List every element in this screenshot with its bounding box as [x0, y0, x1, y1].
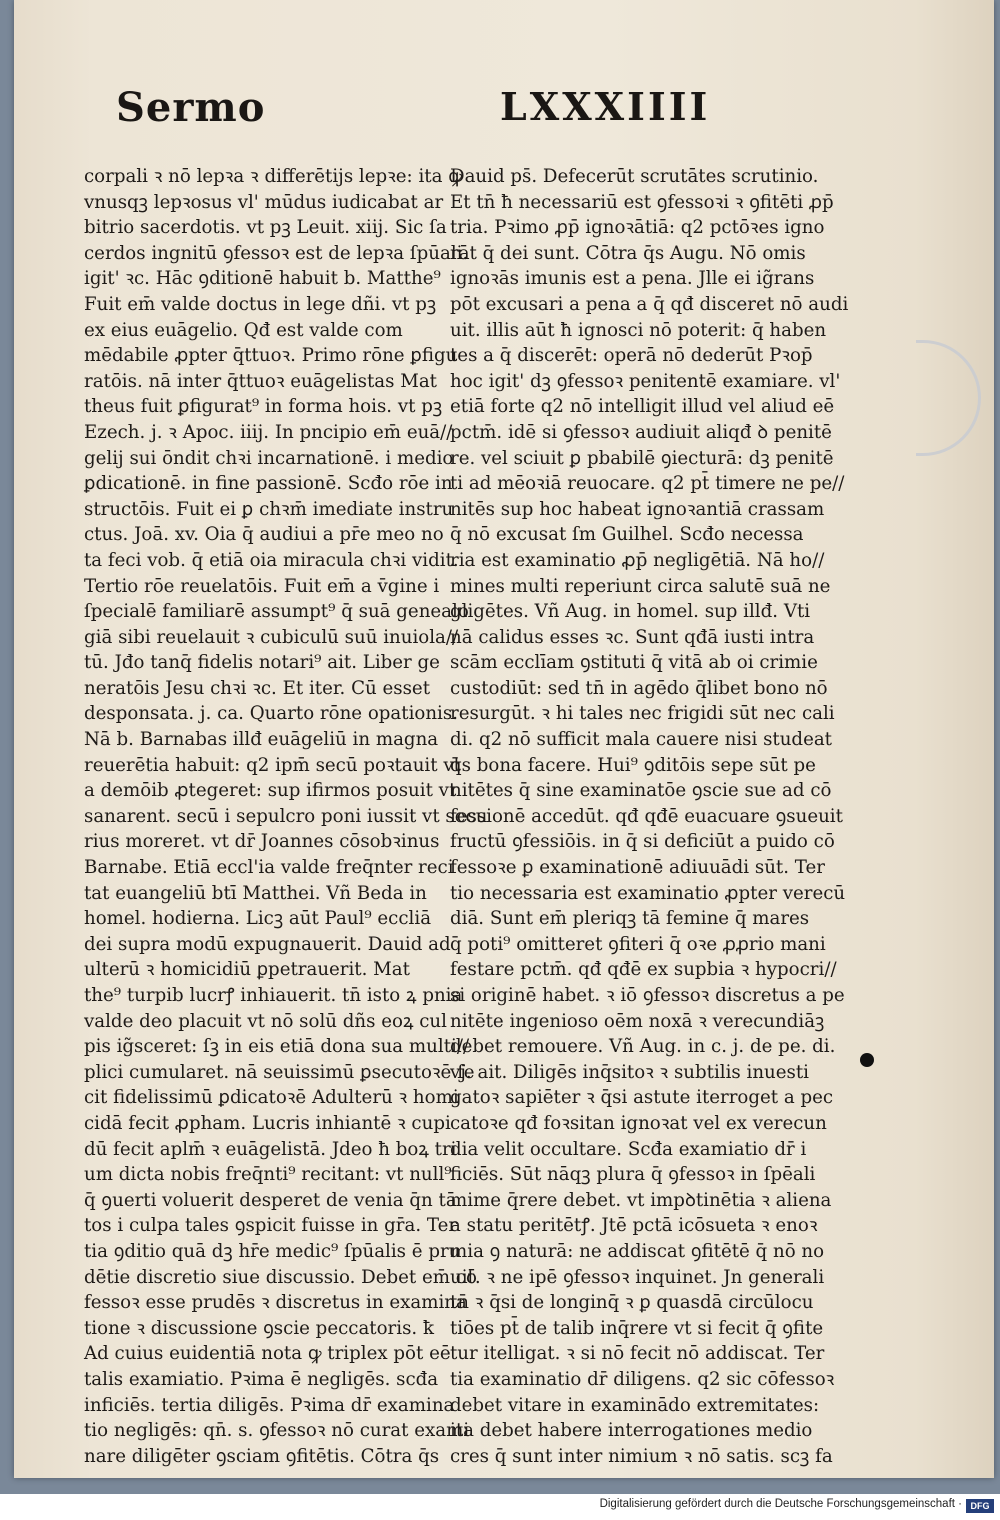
funding-credit: Digitalisierung gefördert durch die Deutsche Forschungsgemeinschaft · — [599, 1498, 962, 1510]
text-line: cerdos ingnitū ꝯfessoꝛ est de lepꝛa ſpūali. — [84, 242, 469, 264]
text-line: ſpecialē familiarē assumpt⁹ q̄ suā genealo — [84, 601, 469, 623]
text-line: plici cumularet. nā seuissimū ꝑsecutoꝛē fe — [84, 1061, 475, 1083]
text-line: igit' ꝛc. Hāc ꝯditionē habuit b. Matthe⁹ — [84, 268, 441, 290]
text-line: sanarent. secū i sepulcro poni iussit vt secu — [84, 805, 488, 827]
text-line: Ad cuius euidentiā nota ꝙ triplex pōt eē — [84, 1343, 451, 1365]
dfg-logo: DFG — [966, 1499, 994, 1513]
text-line: uit. ꝛ ne ipē ꝯfessoꝛ inquinet. Jn generali — [450, 1266, 825, 1288]
text-line: tione ꝛ discussione ꝯscie peccatoris. ꝁ — [84, 1317, 435, 1339]
text-line: ulterū ꝛ homicidiū ꝑpetrauerit. Mat — [84, 959, 410, 981]
text-line: nitēte ingenioso oēm noxā ꝛ verecundiāꝫ — [450, 1010, 825, 1032]
text-line: tes a q̄ discerēt: operā nō dederūt Pꝛop̄ — [450, 345, 813, 367]
text-line: giā sibi reuelauit ꝛ cubiculū suū inuiola// — [84, 626, 459, 648]
text-line: ficiēs. Sūt nāqꝫ plura q̄ ꝯfessoꝛ in ſpēali — [450, 1164, 816, 1186]
text-line: vnusqꝫ lepꝛosus vl' mūdus iudicabat ar — [84, 191, 444, 213]
text-line: rāt q̄ dei sunt. Cōtra q̄s Augu. Nō omis — [450, 242, 806, 264]
text-line: di. q2 nō sufficit mala cauere nisi studeat — [450, 729, 832, 751]
text-line: ignoꝛās imunis est a pena. Jlle ei ig̃rans — [450, 268, 815, 290]
text-line: tos i culpa tales ꝯspicit fuisse in gr̄a. Ter — [84, 1215, 458, 1237]
text-line: a demōib ꝓtegeret: sup ifirmos posuit vt — [84, 780, 457, 802]
text-line: ria est examinatio ꝓp̄ negligētiā. Nā ho// — [450, 549, 825, 571]
text-line: talis examiatio. Pꝛima ē negligēs. scđa — [84, 1368, 439, 1390]
text-line: Dauid ps̄. Defecerūt scrutātes scrutinio. — [450, 166, 819, 187]
text-line: tio negligēs: qn̄. s. ꝯfessoꝛ nō curat exami — [84, 1420, 470, 1442]
text-line: Barnabe. Etiā eccl'ia valde freq̄nter reci — [84, 857, 454, 879]
text-line: fessoꝛe ꝑ examinationē adiuuādi sūt. Ter — [450, 857, 825, 879]
text-line: custodiūt: sed tn̄ in agēdo q̄libet bono nō — [450, 677, 828, 699]
text-line: tat euangeliū btī Matthei. Vñ Beda in — [84, 882, 427, 904]
text-line: dei supra modū expugnauerit. Dauid ad — [84, 933, 451, 955]
text-line: ita debet habere interrogationes medio — [450, 1420, 813, 1442]
right-text-column — [450, 164, 849, 1469]
text-line: vj. ait. Diligēs inq̄sitoꝛ ꝛ subtilis inuesti — [450, 1061, 809, 1083]
text-line: uit. illis aūt ħ ignosci nō poterit: q̄ haben — [450, 319, 827, 341]
text-line: catoꝛe qđ foꝛsitan ignoꝛat vel ex verecun — [450, 1112, 827, 1134]
text-line: tia ꝯditio quā dꝫ hr̄e medic⁹ ſpūalis ē pru — [84, 1240, 461, 1262]
text-line: valde deo placuit vt nō solū dñs eoꝝ cul — [84, 1010, 447, 1032]
text-line: etiā forte q2 nō intelligit illud vel aliud eē — [450, 396, 835, 418]
text-line: fessionē accedūt. qđ qđē euacuare ꝯsueuit — [450, 805, 843, 827]
text-line: dētie discretio siue discussio. Debet em̄ cō — [84, 1266, 477, 1288]
text-line: inficiēs. tertia diligēs. Pꝛima dr̄ examina — [84, 1394, 455, 1416]
text-line: mines multi reperiunt circa salutē suā ne — [450, 575, 831, 597]
text-line: rius moreret. vt dr̄ Joannes cōsobꝛinus — [84, 831, 440, 853]
text-line: pōt excusari a pena a q̄ qđ disceret nō audi — [450, 293, 849, 315]
text-line: fructū ꝯfessiōis. in q̄ si deficiūt a puido cō — [450, 831, 835, 853]
text-line: cidā fecit ꝓpham. Lucris inhiantē ꝛ cupi — [84, 1112, 451, 1134]
text-line: theus fuit ꝑfigurat⁹ in forma hois. vt pꝫ — [84, 396, 443, 418]
text-line: ta feci vob. q̄ etiā oia miracula chꝛi vidit. — [84, 549, 459, 571]
text-line: tia examinatio dr̄ diligens. q2 sic cōfessoꝛ — [450, 1368, 835, 1390]
text-line: gatoꝛ sapiēter ꝛ q̄si astute iterroget a pec — [450, 1087, 834, 1109]
text-line: q̄ ꝯuerti voluerit desperet de venia q̄n tā — [84, 1189, 457, 1211]
digitization-footer — [0, 1494, 1000, 1520]
text-line: tria. Pꝛimo ꝓp̄ ignoꝛātiā: q2 pctōꝛes igno — [450, 217, 825, 239]
text-line: q̄ poti⁹ omitteret ꝯfiteri q̄ oꝛe ꝓꝓrio mani — [450, 933, 826, 955]
text-line: a statu peritētꝭ. Jtē pctā icōsueta ꝛ enoꝛ — [450, 1215, 818, 1237]
text-line: mime q̄rere debet. vt impꝺtinētia ꝛ aliena — [450, 1189, 832, 1211]
text-line: reuerētia habuit: q2 ipm̄ secū poꝛtauit vt — [84, 754, 461, 776]
text-line: ꝑdicationē. in fine passionē. Scđo rōe in — [84, 473, 453, 495]
text-line: nā calidus esses ꝛc. Sunt qđā iusti intra — [450, 626, 815, 648]
text-line: ex eius euāgelio. Qđ est valde com — [84, 319, 403, 341]
text-line: desponsata. j. ca. Quarto rōne opationis. — [84, 703, 458, 725]
text-line: ratōis. nā inter q̄ttuoꝛ euāgelistas Mat — [84, 370, 437, 392]
text-line: nitētes q̄ sine examinatōe ꝯscie sue ad cō — [450, 780, 832, 802]
text-line: tio necessaria est examinatio ꝓpter verecū — [450, 882, 846, 904]
text-line: gligētes. Vñ Aug. in homel. sup illđ. Vti — [450, 601, 811, 623]
text-line: diā. Sunt em̄ pleriqꝫ tā femine q̄ mares — [450, 908, 810, 930]
text-line: fessoꝛ esse prudēs ꝛ discretus in examina — [84, 1292, 467, 1314]
text-line: pis ig̃sceret: ſꝫ in eis etiā dona sua multi// — [84, 1036, 470, 1058]
text-line: tur itelligat. ꝛ si nō fecit nō addiscat. Ter — [450, 1343, 825, 1365]
left-text-column — [84, 164, 488, 1469]
text-line: homel. hodierna. Licꝫ aūt Paul⁹ eccliā — [84, 908, 432, 930]
text-line: Fuit em̄ valde doctus in lege dñi. vt pꝫ — [84, 293, 437, 315]
text-line: debet remouere. Vñ Aug. in c. j. de pe. di. — [450, 1036, 836, 1058]
text-line: nare diligēter ꝯsciam ꝯfitētis. Cōtra q̄s — [84, 1445, 440, 1467]
text-line: pctm̄. idē si ꝯfessoꝛ audiuit aliqđ ꝺ penitē — [450, 421, 832, 443]
text-line: tn̄ ꝛ q̄si de longinq̄ ꝛ ꝑ quasdā circūlocu — [450, 1292, 814, 1314]
text-line: cit fidelissimū ꝑdicatoꝛē Adulterū ꝛ homi — [84, 1087, 459, 1109]
text-line: hoc igit' dꝫ ꝯfessoꝛ penitentē examiare. vl' — [450, 370, 841, 392]
text-line: Et tn̄ ħ necessariū est ꝯfessoꝛi ꝛ ꝯfitēti ꝓp̄ — [450, 191, 834, 213]
text-line: structōis. Fuit ei ꝑ chꝛm̄ imediate instru — [84, 498, 454, 520]
text-line: bitrio sacerdotis. vt pꝫ Leuit. xiij. Sic ſa — [84, 217, 447, 239]
text-line: q̄s bona facere. Hui⁹ ꝯditōis sepe sūt pe — [450, 754, 816, 776]
text-line: scām ecclīam ꝯstituti q̄ vitā ab oi crimie — [450, 652, 818, 674]
text-line: tū. Jđo tanq̄ fidelis notari⁹ ait. Liber ge — [84, 652, 440, 674]
text-line: re. vel sciuit ꝑ pbabilē ꝯiecturā: dꝫ penitē — [450, 447, 834, 469]
text-line: ctus. Joā. xv. Oia q̄ audiui a pr̄e meo no — [84, 524, 444, 546]
text-line: Ezech. j. ꝛ Apoc. iiij. In pncipio em̄ euā// — [84, 421, 453, 443]
ink-blot — [860, 1053, 874, 1067]
text-line: resurgūt. ꝛ hi tales nec frigidi sūt nec cali — [450, 703, 835, 725]
text-line: dū fecit aplm̄ ꝛ euāgelistā. Jdeo ħ boꝝ tri — [84, 1138, 457, 1160]
text-line: corpali ꝛ nō lepꝛa ꝛ differētijs lepꝛe: ita ꝙ — [84, 166, 462, 187]
text-line: the⁹ turpib lucrꝭ inhiauerit. tn̄ isto ꝝ pnia — [84, 985, 463, 1006]
text-line: q̄ nō excusat ſm Guilhel. Scđo necessa — [450, 524, 804, 546]
text-line: festare pctm̄. qđ qđē ex supbia ꝛ hypocri// — [450, 959, 837, 981]
text-line: Nā b. Barnabas illđ euāgeliū in magna — [84, 729, 439, 751]
running-header-left: Sermo — [116, 84, 266, 131]
text-line: debet vitare in examinādo extremitates: — [450, 1394, 820, 1416]
text-line: mia ꝯ naturā: ne addiscat ꝯfitētē q̄ nō no — [450, 1240, 825, 1262]
text-line: ti ad mēoꝛiā reuocare. q2 pt̄ timere ne pe// — [450, 473, 845, 495]
folio-number: LXXXIIII — [500, 84, 711, 129]
text-line: dia velit occultare. Scđa examiatio dr̄ i — [450, 1138, 807, 1160]
text-line: nitēs sup hoc habeat ignoꝛantiā crassam — [450, 498, 825, 520]
text-line: cres q̄ sunt inter nimium ꝛ nō satis. scꝫ fa — [450, 1445, 833, 1467]
text-line: mēdabile ꝓpter q̄ttuoꝛ. Primo rōne ꝑfigu — [84, 345, 458, 367]
text-line: tiōes pt̄ de talib inq̄rere vt si fecit q̄ ꝯfite — [450, 1317, 824, 1339]
text-line: Tertio rōe reuelatōis. Fuit em̄ a v̄gine i — [84, 575, 440, 597]
text-line: si originē habet. ꝛ iō ꝯfessoꝛ discretus a pe — [450, 985, 845, 1006]
text-line: neratōis Jesu chꝛi ꝛc. Et iter. Cū esset — [84, 677, 431, 699]
text-line: um dicta nobis freq̄nti⁹ recitant: vt null⁹ — [84, 1164, 452, 1186]
text-line: gelij sui ōndit chꝛi incarnationē. i medio — [84, 447, 454, 469]
